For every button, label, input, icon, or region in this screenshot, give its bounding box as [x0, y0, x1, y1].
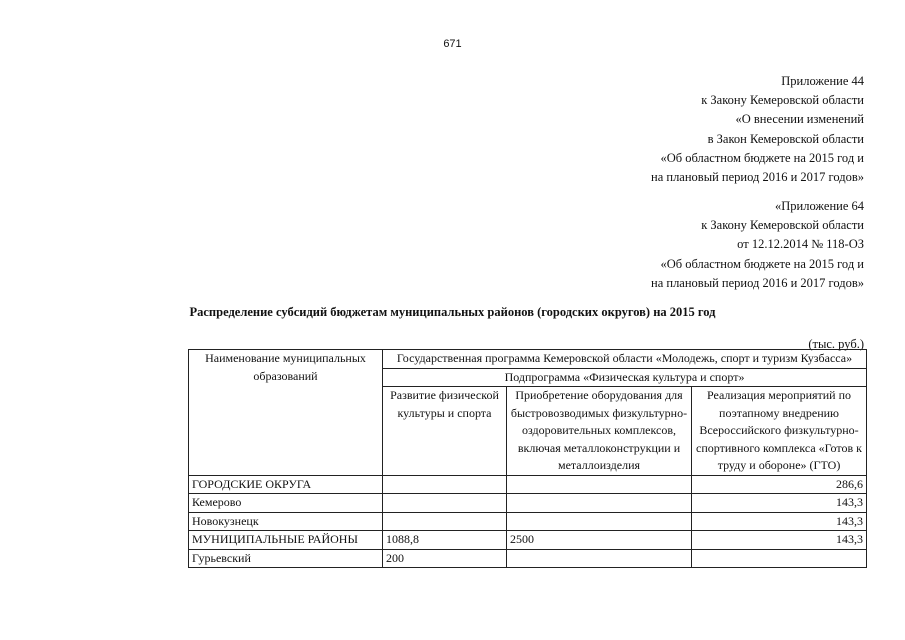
appendix-line: в Закон Кемеровской области [707, 131, 864, 146]
appendix-line: к Закону Кемеровской области [701, 218, 864, 233]
appendix-line: на плановый период 2016 и 2017 годов» [651, 275, 864, 290]
row-col-1 [383, 475, 507, 494]
units-label: (тыс. руб.) [808, 337, 864, 351]
row-name: Новокузнецк [189, 512, 383, 531]
header-col-3: Реализация мероприятий по поэтапному внедрению Всероссийского физкультурно-спортивного комплекса «Готов к труду и обороне» (ГТО) [692, 387, 867, 476]
row-name: Гурьевский [189, 549, 383, 568]
document-title: Распределение субсидий бюджетам муниципальных районов (городских округов) на 2015 год [189, 305, 716, 319]
row-col-3: 286,6 [692, 475, 867, 494]
appendix-44-block [651, 72, 864, 187]
table-row [189, 494, 867, 513]
header-col-2: Приобретение оборудования для быстровозводимых физкультурно-оздоровительных комплексов, включая металлоконструкции и металлоизделия [507, 387, 692, 476]
row-col-3: 143,3 [692, 512, 867, 531]
table-row [189, 549, 867, 568]
table-row [189, 512, 867, 531]
page-number: 671 [443, 38, 462, 50]
appendix-line: Приложение 44 [781, 74, 864, 88]
row-col-3: 143,3 [692, 494, 867, 513]
row-name: ГОРОДСКИЕ ОКРУГА [189, 475, 383, 494]
table-row [189, 475, 867, 494]
appendix-line: к Закону Кемеровской области [701, 93, 864, 108]
row-col-3: 143,3 [692, 531, 867, 550]
row-col-1 [383, 512, 507, 531]
row-col-2 [507, 475, 692, 494]
header-program-cell: Государственная программа Кемеровской области «Молодежь, спорт и туризм Кузбасса» [383, 350, 867, 369]
appendix-line: на плановый период 2016 и 2017 годов» [651, 170, 864, 185]
header-col-1: Развитие физической культуры и спорта [383, 387, 507, 476]
row-col-1: 1088,8 [383, 531, 507, 550]
appendix-line: «Об областном бюджете на 2015 год и [660, 256, 864, 271]
appendix-line: «Приложение 64 [775, 199, 864, 213]
appendix-line: от 12.12.2014 № 118-ОЗ [737, 237, 864, 252]
row-col-2 [507, 549, 692, 568]
row-col-2 [507, 512, 692, 531]
subsidy-table [188, 349, 867, 568]
header-name-cell: Наименование муниципальных образований [189, 350, 383, 476]
row-col-1 [383, 494, 507, 513]
row-name: МУНИЦИПАЛЬНЫЕ РАЙОНЫ [189, 531, 383, 550]
header-subprogram-cell: Подпрограмма «Физическая культура и спорт» [383, 368, 867, 387]
row-name: Кемерово [189, 494, 383, 513]
appendix-64-block [651, 197, 864, 293]
row-col-2: 2500 [507, 531, 692, 550]
row-col-3 [692, 549, 867, 568]
table-row [189, 531, 867, 550]
row-col-1: 200 [383, 549, 507, 568]
appendix-line: «Об областном бюджете на 2015 год и [660, 150, 864, 165]
appendix-line: «О внесении изменений [735, 112, 864, 127]
header-row-program [189, 350, 867, 369]
row-col-2 [507, 494, 692, 513]
